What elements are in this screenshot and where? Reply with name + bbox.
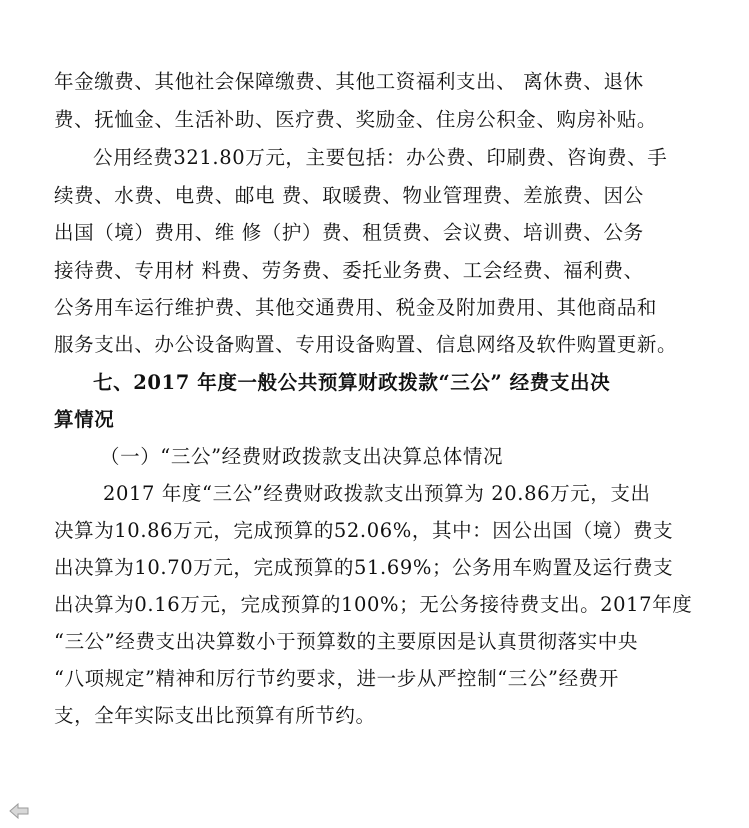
text-line-6: 接待费、专用材 料费、劳务费、委托业务费、工会经费、福利费、 [54, 259, 644, 282]
text-line-13: 决算为10.86万元，完成预算的52.06%，其中：因公出国（境）费支 [54, 519, 674, 542]
text-line-15: 出决算为0.16万元，完成预算的100%；无公务接待费支出。2017年度 [54, 593, 693, 616]
text-line-16: “三公”经费支出决算数小于预算数的主要原因是认真贯彻落实中央 [54, 630, 638, 653]
text-line-5: 出国（境）费用、维 修（护）费、租赁费、会议费、培训费、公务 [54, 221, 644, 244]
text-line-14: 出决算为10.70万元，完成预算的51.69%；公务用车购置及运行费支 [54, 556, 674, 579]
text-line-2: 费、抚恤金、生活补助、医疗费、奖励金、住房公积金、购房补贴。 [54, 108, 658, 131]
section-heading-line-1: 七、2017 年度一般公共预算财政拨款“三公” 经费支出决 [93, 371, 611, 394]
text-line-1: 年金缴费、其他社会保障缴费、其他工资福利支出、 离休费、退休 [54, 70, 644, 93]
subsection-heading: （一）“三公”经费财政拨款支出决算总体情况 [100, 445, 504, 468]
text-line-17: “八项规定”精神和厉行节约要求，进一步从严控制“三公”经费开 [54, 667, 619, 690]
text-line-4: 续费、水费、电费、邮电 费、取暖费、物业管理费、差旅费、因公 [54, 184, 644, 207]
text-line-3: 公用经费321.80万元，主要包括：办公费、印刷费、咨询费、手 [93, 146, 668, 169]
text-line-12: 2017 年度“三公”经费财政拨款支出预算为 20.86万元，支出 [103, 482, 651, 505]
text-line-8: 服务支出、办公设备购置、专用设备购置、信息网络及软件购置更新。 [54, 333, 678, 356]
section-heading-line-2: 算情况 [54, 408, 115, 431]
text-line-18: 支，全年实际支出比预算有所节约。 [54, 704, 376, 727]
text-line-7: 公务用车运行维护费、其他交通费用、税金及附加费用、其他商品和 [54, 296, 658, 319]
back-arrow-icon[interactable] [8, 803, 30, 819]
